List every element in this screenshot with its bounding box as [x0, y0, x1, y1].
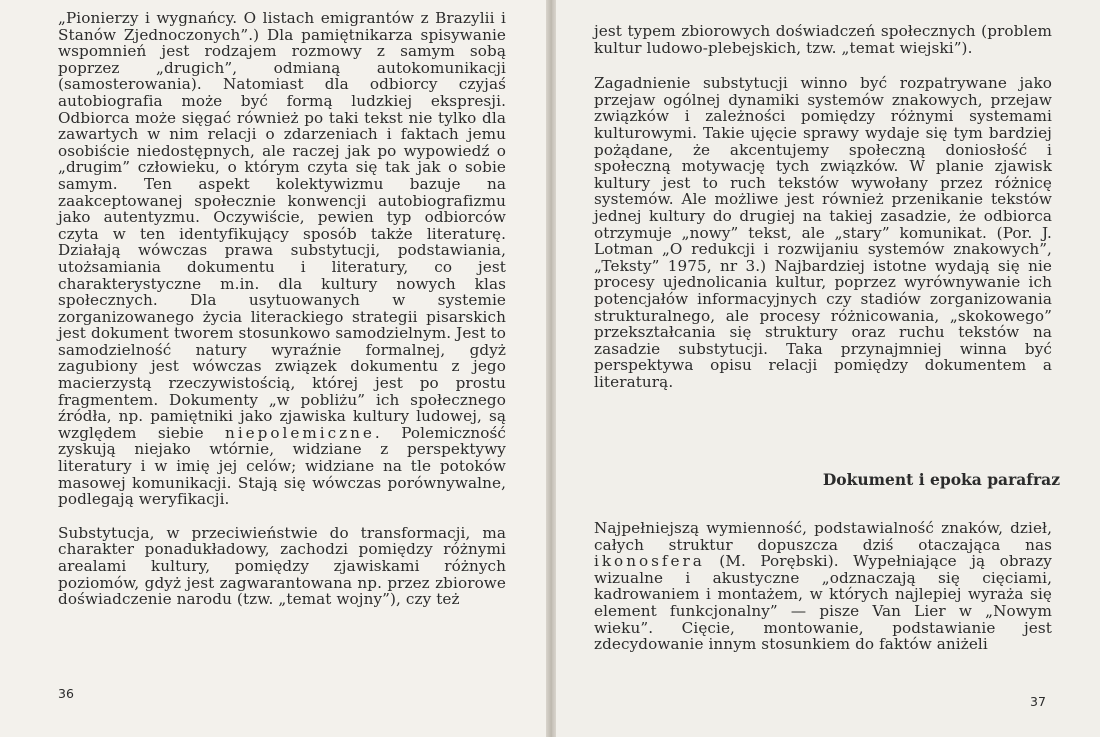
- left-paragraph-1-tail: . Polemiczność zyskują niejako wtórnie, widziane z perspektywy literatury i w imię jej celów; widziane na tle potoków masowej komunikacji. Stają się wówczas porównywalne, podlegają weryfikacji.: [58, 423, 507, 509]
- spaced-word-ikonosfera: ikonosfera: [594, 552, 705, 571]
- right-paragraph-2: Zagadnienie substytucji winno być rozpatrywane jako przejaw ogólnej dynamiki systemów znakowych, przejaw związków i zależności pomiędzy różnymi systemami kulturowymi. Takie ujęcie sprawy wydaje się tym bardziej pożądane, że akcentujemy społeczną doniosłość i społeczną motywację tych związków. W planie zjawisk kultury jest to ruch tekstów wywołany przez różnicę systemów. Ale możliwe jest również przenikanie tekstów jednej kultury do drugiej na takiej zasadzie, że odbiorca otrzymuje „nowy” tekst, ale „stary” komunikat. (Por. J. Lotman „O redukcji i rozwijaniu systemów znakowych”, „Teksty” 1975, nr 3.) Najbardziej istotne wydają się nie procesy ujednolicania kultur, poprzez wyrównywanie ich potencjałów informacyjnych czy stadiów zorganizowania strukturalnego, ale procesy różnicowania, „skokowego” przekształcania się struktury oraz ruchu tekstów na zasadzie substytucji. Taka przynajmniej winna być perspektywa opisu relacji pomiędzy dokumentem a literaturą.: [594, 74, 1052, 391]
- page-number-left: 36: [58, 686, 74, 701]
- page-number-right: 37: [1030, 694, 1046, 709]
- left-paragraph-2: Substytucja, w przeciwieństwie do transformacji, ma charakter ponadukładowy, zachodzi pomiędzy różnymi arealami kultury, pomiędzy zjawiskami różnych poziomów, gdyż jest zagwarantowana np. przez zbiorowe doświadczenie narodu (tzw. „temat wojny”), czy też: [58, 523, 506, 609]
- left-page: [0, 0, 548, 737]
- right-paragraph-1: jest typem zbiorowych doświadczeń społecznych (problem kultur ludowo-plebejskich, tzw. „temat wiejski”).: [594, 22, 1052, 57]
- left-text-column: [58, 10, 506, 608]
- spaced-word-niepolemiczne: niepolemiczne: [225, 423, 375, 442]
- section-paragraph: [594, 520, 1052, 653]
- section-paragraph-rest: (M. Porębski). Wypełniające ją obrazy wizualne i akustyczne „odznaczają się cięciami, kadrowaniem i montażem, w których najlepiej wyraża się element funkcjonalny” — pisze Van Lier w „Nowym wieku”. Cięcie, montowanie, podstawianie jest zdecydowanie innym stosunkiem do faktów aniżeli: [594, 552, 1052, 654]
- section-text-column: [594, 520, 1052, 653]
- right-page: [556, 0, 1100, 737]
- right-text-column: [594, 23, 1052, 390]
- section-heading: Dokument i epoka parafraz: [822, 470, 1060, 489]
- section-paragraph-start: Najpełniejszą wymienność, podstawialność znaków, dzieł, całych struktur dopuszcza dziś otaczająca nas: [594, 519, 1052, 554]
- left-paragraph-1-text: „Pionierzy i wygnańcy. O listach emigrantów z Brazylii i Stanów Zjednoczonych”.) Dla pamiętnikarza spisywanie wspomnień jest rodzajem rozmowy z samym sobą poprzez „drugich”, odmianą autokomunikacji (samosterowania). Natomiast dla odbiorcy czyjaś autobiografia może być formą ludzkiej ekspresji. Odbiorca może sięgać również po taki tekst nie tylko dla zawartych w nim relacji o zdarzeniach i faktach jemu osobiście niedostępnych, ale raczej jak po wypowiedź o „drugim” człowieku, o którym czyta się tak jak o sobie samym. Ten aspekt kolektywizmu bazuje na zaakceptowanej społecznie konwencji autobiografizmu jako autentyzmu. Oczywiście, pewien typ odbiorców czyta w ten identyfikujący sposób także literaturę. Działają wówczas prawa substytucji, podstawiania, utożsamiania dokumentu i literatury, co jest charakterystyczne m.in. dla kultury nowych klas społecznych. Dla usytuowanych w systemie zorganizowanego życia literackiego strategii pisarskich jest dokument tworem stosunkowo samodzielnym. Jest to samodzielność natury wyraźnie formalnej, gdyż zagubiony jest wówczas związek dokumentu z jego macierzystą rzeczywistością, której jest po prostu fragmentem. Dokumenty „w pobliżu” ich społecznego źródła, np. pamiętniki jako zjawiska kultury ludowej, są względem siebie: [58, 9, 506, 442]
- left-paragraph-1: [58, 10, 506, 508]
